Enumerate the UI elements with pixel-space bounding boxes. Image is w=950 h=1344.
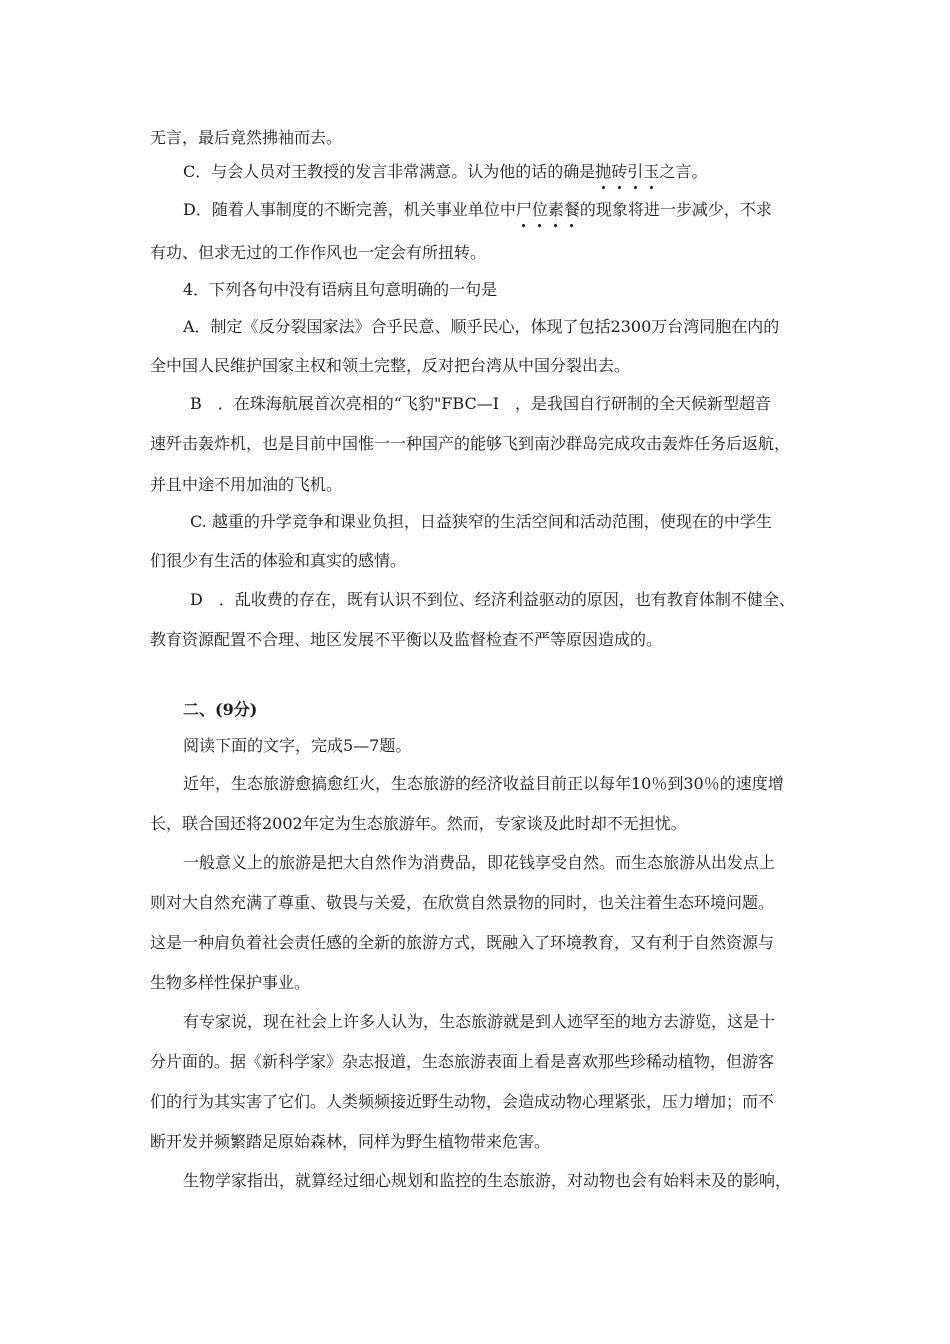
option-4a-line1: A．制定《反分裂国家法》合乎民意、顺乎民心，体现了包括2300万台湾同胞在内的 [183, 317, 780, 336]
emphasis-char: 砖 [611, 162, 628, 181]
passage-para2-line2: 则对大自然充满了尊重、敬畏与关爱，在欣赏自然景物的同时，也关注着生态环境问题。 [150, 893, 775, 912]
option-4b-line2: 速歼击轰炸机，也是目前中国惟一一种国产的能够飞到南沙群岛完成攻击轰炸任务后返航， [150, 434, 791, 453]
option-3c-text: C．与会人员对王教授的发言非常满意。认为他的话的确是 [183, 162, 596, 181]
option-4c-line1: C. 越重的升学竞争和课业负担，日益狭窄的生活空间和活动范围，使现在的中学生 [190, 512, 772, 531]
option-4d-line1: D ．乱收费的存在，既有认识不到位、经济利益驱动的原因，也有教育体制不健全、 [190, 590, 795, 609]
option-3d-text-end: 的现象将进一步减少，不求 [579, 200, 772, 219]
option-3d [183, 200, 772, 220]
passage-para3-line1: 有专家说，现在社会上许多人认为，生态旅游就是到人迹罕至的地方去游览，这是十 [183, 1012, 776, 1031]
emphasis-char: 引 [627, 162, 644, 181]
passage-para3-line2: 分片面的。据《新科学家》杂志报道，生态旅游表面上看是喜欢那些珍稀动植物，但游客 [150, 1052, 775, 1071]
question-4-stem: 4．下列各句中没有语病且句意明确的一句是 [183, 280, 498, 299]
passage-para1-line2: 长，联合国还将2002年定为生态旅游年。然而，专家谈及此时却不无担忧。 [150, 814, 687, 833]
passage-para2-line1: 一般意义上的旅游是把大自然作为消费品，即花钱享受自然。而生态旅游从出发点上 [183, 853, 776, 872]
option-3c [183, 162, 707, 182]
emphasis-char: 餐 [563, 200, 580, 219]
option-3d-line2: 有功、但求无过的工作作风也一定会有所扭转。 [150, 243, 487, 262]
passage-para4-line1: 生物学家指出，就算经过细心规划和监控的生态旅游，对动物也会有始料未及的影响， [183, 1171, 792, 1190]
passage-para3-line4: 断开发并频繁踏足原始森林，同样为野生植物带来危害。 [150, 1132, 551, 1151]
option-3c-text-end: 之言。 [659, 162, 708, 181]
option-4a-line2: 全中国人民维护国家主权和领土完整，反对把台湾从中国分裂出去。 [150, 356, 631, 375]
reading-instruction: 阅读下面的文字，完成5—7题。 [183, 736, 412, 755]
emphasis-char: 尸 [515, 200, 532, 219]
emphasis-char: 位 [531, 200, 548, 219]
option-3d-text: D．随着人事制度的不断完善，机关事业单位中 [183, 200, 516, 219]
passage-para2-line4: 生物多样性保护事业。 [150, 973, 311, 992]
passage-para1-line1: 近年，生态旅游愈搞愈红火，生态旅游的经济收益目前正以每年10％到30％的速度增 [183, 774, 784, 793]
paragraph-continuation: 无言，最后竟然拂袖而去。 [150, 128, 343, 147]
section-heading: 二、(9分) [183, 700, 258, 719]
option-4d-line2: 教育资源配置不合理、地区发展不平衡以及监督检查不严等原因造成的。 [150, 630, 663, 649]
emphasis-char: 素 [547, 200, 564, 219]
passage-para3-line3: 们的行为其实害了它们。人类频频接近野生动物，会造成动物心理紧张，压力增加；而不 [150, 1092, 775, 1111]
option-4b-line3: 并且中途不用加油的飞机。 [150, 475, 343, 494]
emphasis-char: 玉 [643, 162, 660, 181]
emphasis-char: 抛 [595, 162, 612, 181]
option-4b-line1: B ．在珠海航展首次亮相的“飞豹"FBC—Ⅰ ，是我国自行研制的全天候新型超音 [190, 394, 772, 413]
passage-para2-line3: 这是一种肩负着社会责任感的全新的旅游方式，既融入了环境教育，又有利于自然资源与 [150, 933, 775, 952]
option-4c-line2: 们很少有生活的体验和真实的感情。 [150, 551, 407, 570]
